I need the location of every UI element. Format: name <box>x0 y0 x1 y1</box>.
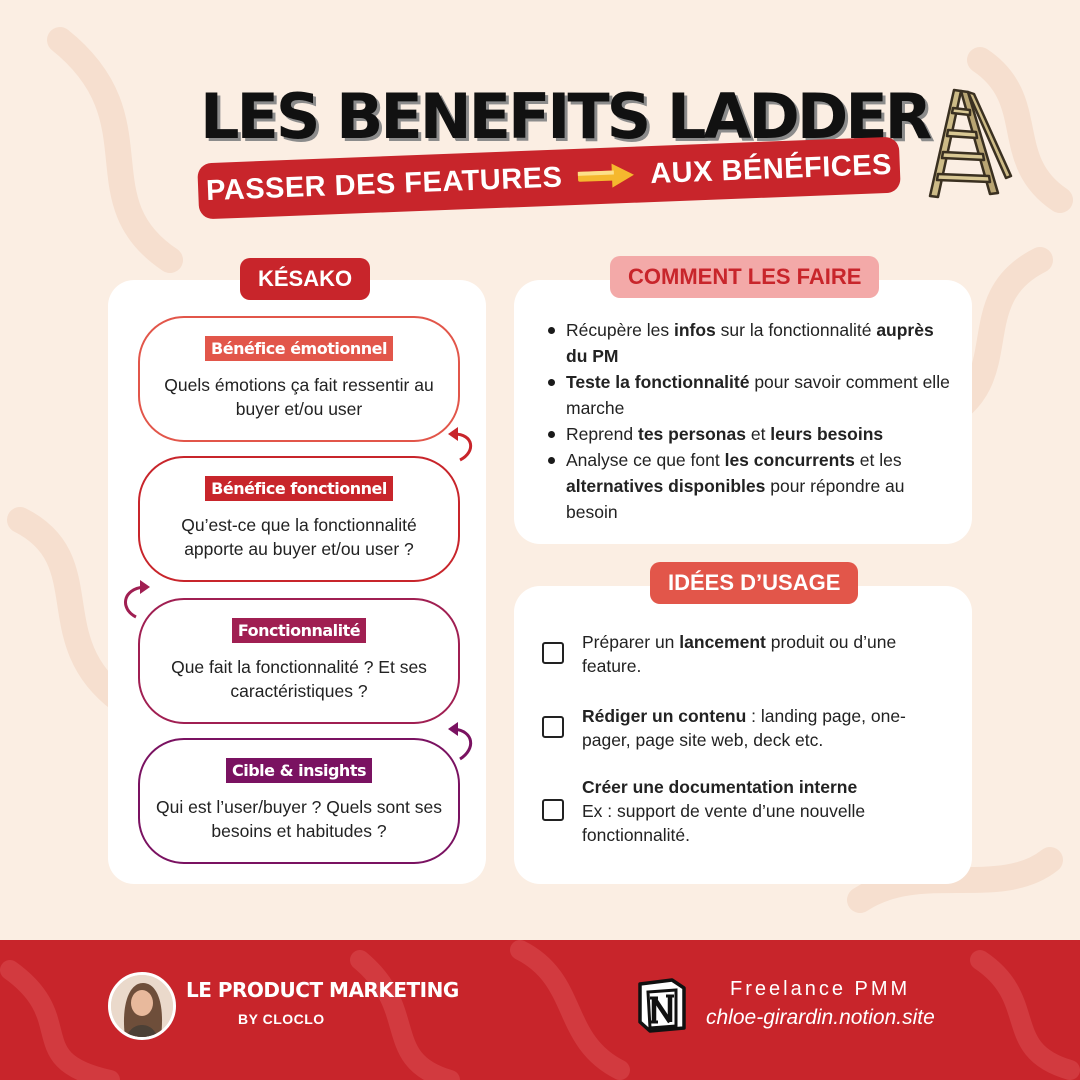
kesako-tag: KÉSAKO <box>240 258 370 300</box>
checkbox[interactable] <box>542 716 564 738</box>
page-title: LES BENEFITS LADDER <box>200 80 930 153</box>
how-list <box>550 317 950 525</box>
functional-benefit-title: Bénéfice fonctionnel <box>205 476 393 501</box>
checkbox[interactable] <box>542 799 564 821</box>
right-arrow-icon <box>576 161 637 191</box>
contact-role: Freelance PMM <box>730 978 911 1000</box>
emotional-benefit-title: Bénéfice émotionnel <box>205 336 393 361</box>
target-insights-bubble <box>138 738 460 864</box>
contact-link[interactable]: chloe-girardin.notion.site <box>706 1006 935 1029</box>
curve-arrow-icon <box>440 424 480 464</box>
subtitle-left: PASSER DES FEATURES <box>205 160 563 207</box>
notion-icon[interactable] <box>632 976 690 1034</box>
how-item-4: Analyse ce que font les concurrents et les alternatives disponibles pour répondre au besoin <box>550 447 950 525</box>
curve-arrow-icon <box>440 716 480 762</box>
how-item-3: Reprend tes personas et leurs besoins <box>550 421 950 447</box>
how-item-1: Récupère les infos sur la fonctionnalité auprès du PM <box>550 317 950 369</box>
how-item-2: Teste la fonctionnalité pour savoir comment elle marche <box>550 369 950 421</box>
feature-title: Fonctionnalité <box>232 618 366 643</box>
feature-bubble <box>138 598 460 724</box>
usage-tag: IDÉES D’USAGE <box>650 562 858 604</box>
feature-text: Que fait la fonctionnalité ? Et ses caractéristiques ? <box>171 657 427 701</box>
emotional-benefit-bubble <box>138 316 460 442</box>
checkbox[interactable] <box>542 642 564 664</box>
target-insights-text: Qui est l’user/buyer ? Quels sont ses besoins et habitudes ? <box>156 797 442 841</box>
how-tag: COMMENT LES FAIRE <box>610 256 879 298</box>
brand-byline: BY CLOCLO <box>238 1011 325 1027</box>
emotional-benefit-text: Quels émotions ça fait ressentir au buyer et/ou user <box>164 375 434 419</box>
subtitle-right: AUX BÉNÉFICES <box>649 148 893 190</box>
functional-benefit-bubble <box>138 456 460 582</box>
curve-arrow-icon <box>118 574 158 620</box>
target-insights-title: Cible & insights <box>226 758 372 783</box>
avatar <box>108 972 176 1040</box>
brand-name: LE PRODUCT MARKETING <box>186 978 459 1002</box>
ladder-icon <box>920 86 1015 201</box>
functional-benefit-text: Qu’est-ce que la fonctionnalité apporte au buyer et/ou user ? <box>181 515 417 559</box>
